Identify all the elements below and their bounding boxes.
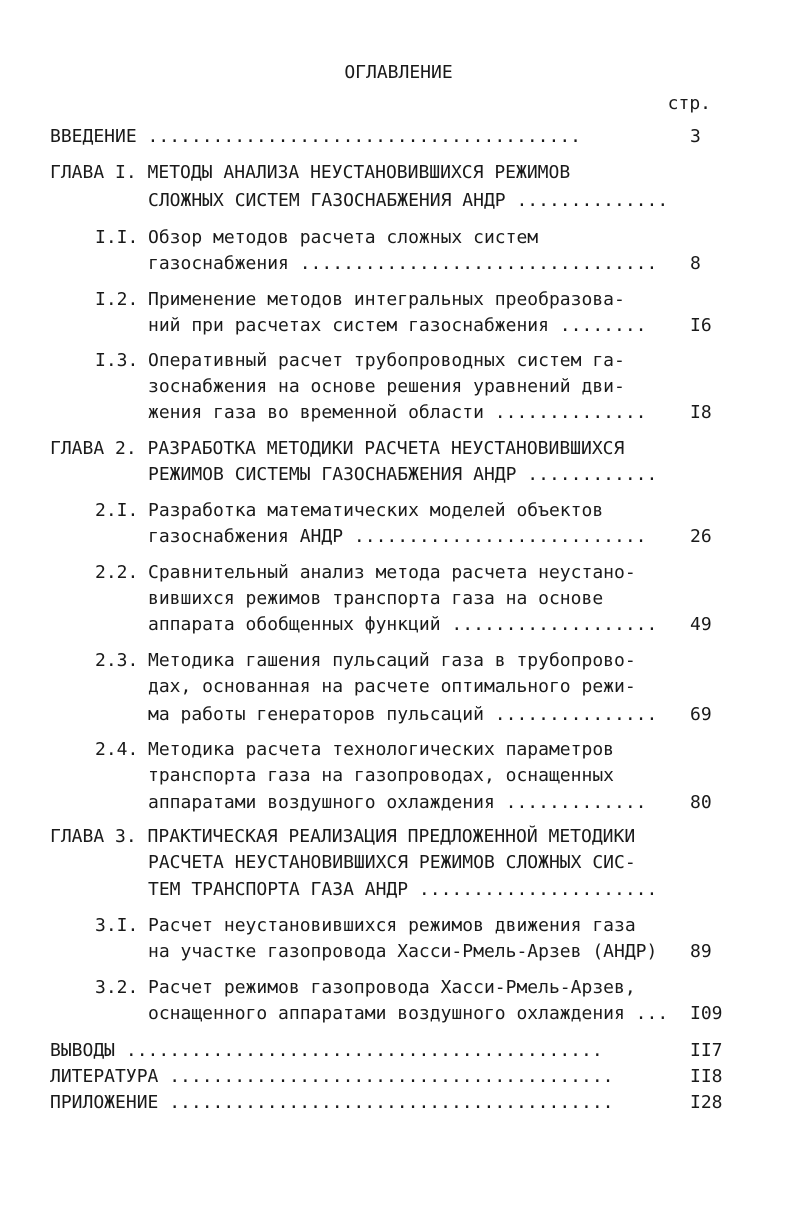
toc-section-number: I.2. (95, 289, 139, 310)
toc-line: ПРИЛОЖЕНИЕ ......................................... (50, 1092, 614, 1113)
toc-line: ГЛАВА 2. РАЗРАБОТКА МЕТОДИКИ РАСЧЕТА НЕУСТАНОВИВШИХСЯ (50, 438, 625, 459)
toc-line: Расчет режимов газопровода Хасси-Рмель-Арзев, (148, 977, 636, 998)
toc-line: Оперативный расчет трубопроводных систем га- (148, 350, 625, 371)
toc-section-number: 3.2. (95, 977, 139, 998)
toc-section-number: I.3. (95, 350, 139, 371)
toc-page-number: I28 (690, 1092, 723, 1113)
toc-line: Методика расчета технологических параметров (148, 739, 614, 760)
page-column-label: стр. (667, 93, 711, 114)
toc-line: Обзор методов расчета сложных систем (148, 227, 539, 248)
toc-line: Разработка математических моделей объектов (148, 500, 604, 521)
toc-line: ма работы генераторов пульсаций ............... (148, 704, 658, 725)
toc-line: вившихся режимов транспорта газа на основе (148, 588, 604, 609)
toc-page-number: 49 (690, 614, 712, 635)
toc-line: ВВЕДЕНИЕ ........................................ (50, 126, 582, 147)
toc-section-number: 2.2. (95, 562, 139, 583)
toc-page-number: I09 (690, 1003, 723, 1024)
toc-line: Сравнительный анализ метода расчета неустано- (148, 562, 636, 583)
toc-line: РАСЧЕТА НЕУСТАНОВИВШИХСЯ РЕЖИМОВ СЛОЖНЫХ СИС- (148, 852, 636, 873)
toc-line: РЕЖИМОВ СИСТЕМЫ ГАЗОСНАБЖЕНИЯ АНДР ............ (148, 464, 658, 485)
toc-page-number: 69 (690, 704, 712, 725)
toc-page-number: II8 (690, 1066, 723, 1087)
toc-line: аппаратами воздушного охлаждения ............. (148, 792, 647, 813)
toc-section-number: 2.I. (95, 500, 139, 521)
toc-section-number: 2.3. (95, 650, 139, 671)
toc-line: дах, основанная на расчете оптимального режи- (148, 676, 636, 697)
toc-line: ний при расчетах систем газоснабжения ........ (148, 315, 647, 336)
toc-line: аппарата обобщенных функций ................... (148, 614, 658, 635)
toc-line: СЛОЖНЫХ СИСТЕМ ГАЗОСНАБЖЕНИЯ АНДР .............. (148, 190, 669, 211)
toc-line: ВЫВОДЫ ............................................ (50, 1040, 603, 1061)
toc-line: ГЛАВА I. МЕТОДЫ АНАЛИЗА НЕУСТАНОВИВШИХСЯ РЕЖИМОВ (50, 162, 571, 183)
toc-page-number: 3 (690, 126, 701, 147)
page-title: ОГЛАВЛЕНИЕ (344, 62, 453, 83)
toc-line: зоснабжения на основе решения уравнений дви- (148, 376, 625, 397)
toc-page-number: I8 (690, 402, 712, 423)
toc-line: газоснабжения ................................. (148, 253, 658, 274)
toc-section-number: 3.I. (95, 915, 139, 936)
toc-line: транспорта газа на газопроводах, оснащенных (148, 765, 614, 786)
toc-line: газоснабжения АНДР ........................... (148, 526, 647, 547)
toc-line: жения газа во временной области .............. (148, 402, 647, 423)
toc-line: Применение методов интегральных преобразова- (148, 289, 625, 310)
toc-section-number: I.I. (95, 227, 139, 248)
toc-page-number: I6 (690, 315, 712, 336)
toc-page-number: 8 (690, 253, 701, 274)
toc-section-number: 2.4. (95, 739, 139, 760)
toc-line: ЛИТЕРАТУРА ......................................... (50, 1066, 614, 1087)
toc-line: на участке газопровода Хасси-Рмель-Арзев (АНДР) (148, 941, 658, 962)
toc-page-number: 26 (690, 526, 712, 547)
toc-line: Расчет неустановившихся режимов движения газа (148, 915, 636, 936)
toc-line: оснащенного аппаратами воздушного охлаждения ... (148, 1003, 669, 1024)
toc-page-number: 80 (690, 792, 712, 813)
toc-line: ТЕМ ТРАНСПОРТА ГАЗА АНДР ...................... (148, 879, 658, 900)
toc-page-number: 89 (690, 941, 712, 962)
toc-line: Методика гашения пульсаций газа в трубопрово- (148, 650, 636, 671)
toc-line: ГЛАВА 3. ПРАКТИЧЕСКАЯ РЕАЛИЗАЦИЯ ПРЕДЛОЖЕННОЙ МЕТОДИКИ (50, 826, 636, 847)
toc-page-number: II7 (690, 1040, 723, 1061)
